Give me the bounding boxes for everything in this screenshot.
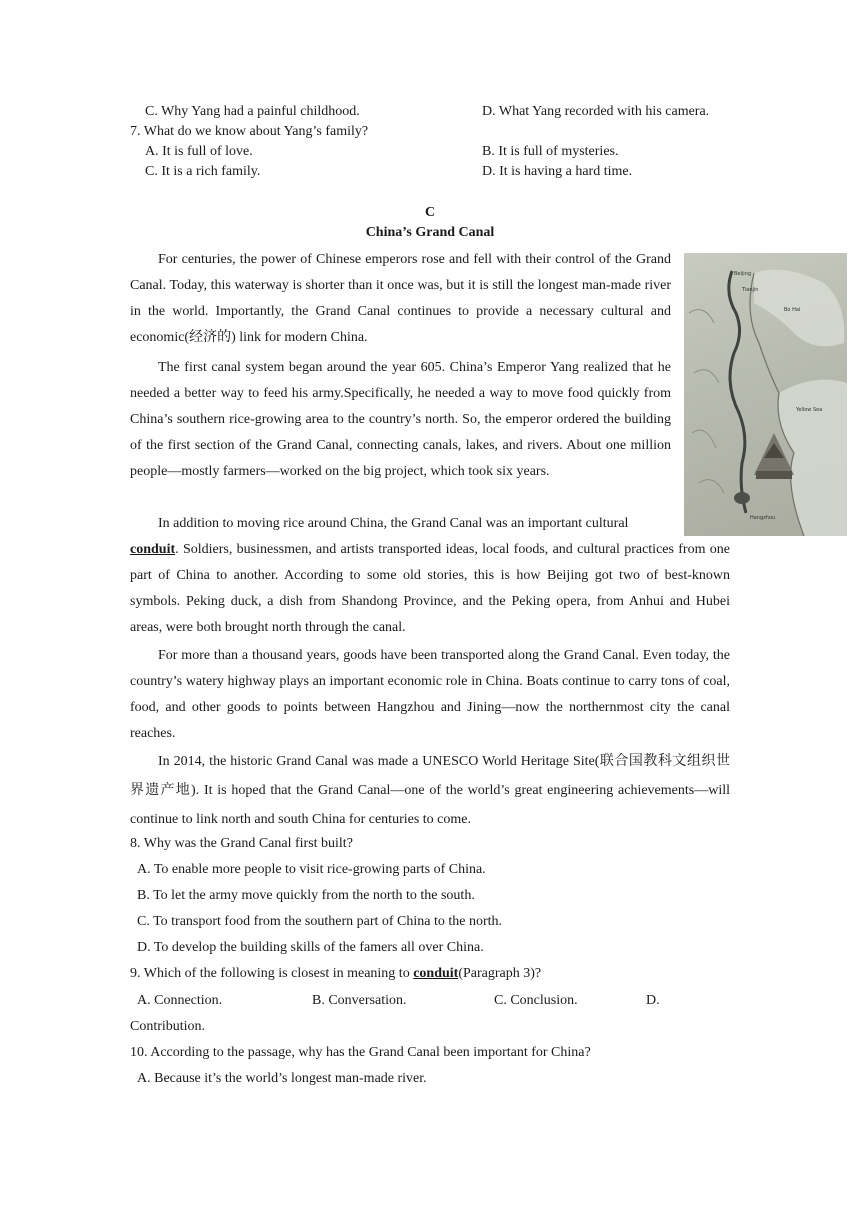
- paragraph-2: [130, 355, 671, 485]
- section-letter: C: [424, 205, 436, 220]
- map-label-yellow-sea: Yellow Sea: [796, 407, 823, 413]
- paragraph-5-text: In 2014, the historic Grand Canal was made a UNESCO World Heritage Site(联合国教科文组织世界遗产地). It is hoped that the Grand Canal—one of the world’s great engineering achievements—will continue to link north and south China for centuries to come.: [130, 754, 730, 827]
- q6-option-c: C. Why Yang had a painful childhood.: [145, 104, 360, 119]
- map-label-hangzhou: Hangzhou: [750, 515, 776, 521]
- map-label-beijing: Beijing: [734, 271, 752, 277]
- q9-option-a: A. Connection.: [137, 993, 223, 1008]
- terrain-lines: [689, 310, 724, 493]
- q8-stem: 8. Why was the Grand Canal first built?: [130, 836, 353, 851]
- q8-option-c: C. To transport food from the southern part of China to the north.: [137, 914, 503, 929]
- yellow-sea-shape: [778, 380, 847, 536]
- q9-option-d-label: D.: [646, 993, 660, 1008]
- q9-option-b: B. Conversation.: [312, 993, 407, 1008]
- canal-route-path: [729, 271, 746, 513]
- q8-option-a: A. To enable more people to visit rice-growing parts of China.: [137, 862, 486, 877]
- q9-keyword-conduit: conduit: [413, 966, 459, 981]
- q7-options-cd: [130, 164, 730, 184]
- q9-stem-suffix: (Paragraph 3)?: [458, 966, 542, 981]
- paragraph-4: [130, 643, 730, 747]
- paragraph-3-first-line: [130, 511, 671, 537]
- map-drawing: [684, 253, 847, 536]
- q10-option-a: A. Because it’s the world’s longest man-made river.: [137, 1071, 427, 1086]
- paragraph-3-text: . Soldiers, businessmen, and artists transported ideas, local foods, and cultural practices from one part of China to another. According to some old stories, this is how Beijing got two of best-known symbols. Peking duck, a dish from Shandong Province, and the Peking opera, from Anhui and Hubei areas, were both brought north through the canal.: [130, 542, 730, 635]
- q9-option-d-text: Contribution.: [130, 1019, 206, 1034]
- q9-stem-text: 9. Which of the following is closest in meaning to: [130, 966, 414, 981]
- q9-option-c: C. Conclusion.: [494, 993, 578, 1008]
- paragraph-5: [130, 747, 730, 834]
- q9-stem: [130, 966, 541, 982]
- paragraph-1: [130, 247, 671, 351]
- q8-option-d: D. To develop the building skills of the famers all over China.: [137, 940, 484, 955]
- map-label-bohai: Bo Hai: [784, 307, 801, 313]
- lake-shape: [734, 492, 750, 504]
- paragraph-4-text: For more than a thousand years, goods have been transported along the Grand Canal. Even today, the country’s watery highway plays an important economic role in China. Boats continue to carry tons of coal, food, and other goods to points between Hangzhou and Jining—now the northernmost city the canal reaches.: [130, 648, 730, 741]
- q7-option-c: C. It is a rich family.: [145, 164, 261, 179]
- q7-options-ab: [130, 144, 730, 164]
- q6-options-cd: [130, 104, 730, 124]
- q7-option-b: B. It is full of mysteries.: [482, 144, 619, 159]
- q8-option-b: B. To let the army move quickly from the north to the south.: [137, 888, 475, 903]
- paragraph-1-text: For centuries, the power of Chinese emperors rose and fell with their control of the Grand Canal. Today, this waterway is shorter than it once was, but it is still the longest man-made river in the world. Importantly, the Grand Canal continues to provide a necessary cultural and economic(经济的) link for modern China.: [130, 252, 671, 345]
- keyword-conduit: conduit: [130, 542, 176, 557]
- paragraph-3-first-text: In addition to moving rice around China, the Grand Canal was an important cultural: [158, 516, 629, 531]
- section-title: China’s Grand Canal: [365, 225, 495, 240]
- map-label-tianjin: Tianjin: [742, 287, 759, 293]
- paragraph-3: [130, 537, 730, 641]
- q7-option-a: A. It is full of love.: [145, 144, 253, 159]
- q6-option-d: D. What Yang recorded with his camera.: [482, 104, 710, 119]
- grand-canal-map-image: [684, 253, 847, 536]
- q7-option-d: D. It is having a hard time.: [482, 164, 633, 179]
- paragraph-2-text: The first canal system began around the year 605. China’s Emperor Yang realized that he needed a better way to feed his army.Specifically, he needed a way to move food quickly from China’s southern rice-growing area to the country’s north. So, the emperor ordered the building of the first section of the Grand Canal, connecting canals, lakes, and rivers. About one million people—mostly farmers—worked on the big project, which took six years.: [130, 360, 671, 479]
- q10-stem: 10. According to the passage, why has the Grand Canal been important for China?: [130, 1045, 591, 1060]
- q7-stem: 7. What do we know about Yang’s family?: [130, 124, 369, 139]
